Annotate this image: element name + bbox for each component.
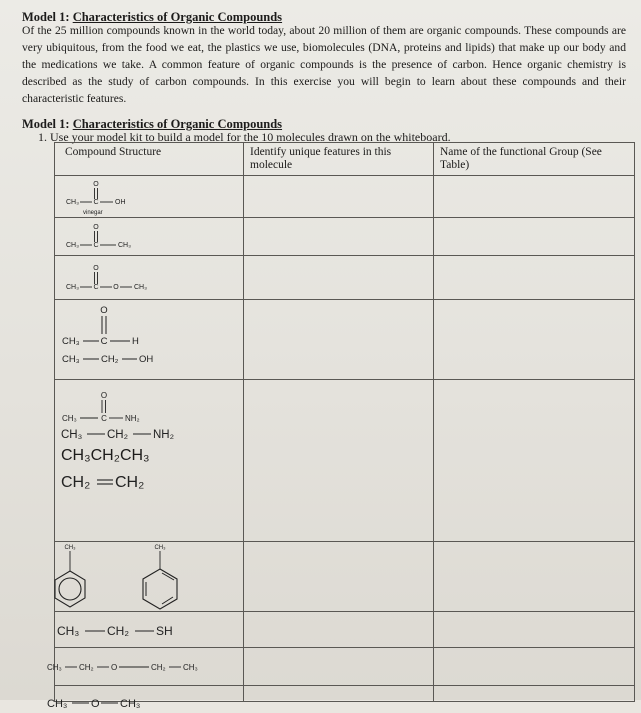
- methyl-label: CH₃: [66, 284, 79, 291]
- carbonyl-oxygen-label: O: [100, 391, 108, 400]
- ethanethiol-structure: [55, 621, 225, 641]
- structure-cell: [55, 300, 244, 380]
- functional-group-cell[interactable]: [434, 686, 635, 702]
- toluene-right-methyl-label: CH₃: [154, 545, 166, 551]
- methyl-label: CH₃: [62, 336, 80, 347]
- structure-cell: [55, 218, 244, 256]
- hydroxyl-label: OH: [115, 199, 126, 206]
- table-row: [55, 542, 635, 612]
- features-cell[interactable]: [244, 300, 434, 380]
- table-header-row: [55, 143, 635, 176]
- features-cell[interactable]: [244, 686, 434, 702]
- carbonyl-oxygen-label: O: [93, 265, 99, 272]
- model-title-prefix: Model 1:: [22, 117, 73, 131]
- functional-group-cell[interactable]: [434, 542, 635, 612]
- structure-cell: [55, 256, 244, 300]
- ether-methylene-right-label: CH₂: [151, 663, 166, 672]
- table-row: [55, 380, 635, 542]
- methyl-label: CH₃: [66, 242, 79, 249]
- acetic-acid-structure: [61, 177, 171, 217]
- ethanol-methylene-label: CH₂: [101, 354, 119, 365]
- features-cell[interactable]: [244, 256, 434, 300]
- instruction-text: 1. Use your model kit to build a model for the 10 molecules drawn on the whiteboard.: [38, 130, 451, 144]
- methyl-label: CH₃: [66, 199, 79, 206]
- table-row: [55, 300, 635, 380]
- dimethyl-ether-structure: [45, 693, 185, 713]
- ethene-right-label: CH₂: [115, 474, 145, 491]
- toluene-structures: [55, 540, 185, 612]
- ethanethiol-thiol-label: SH: [156, 624, 173, 638]
- functional-group-cell[interactable]: [434, 648, 635, 686]
- vinegar-caption: vinegar: [83, 210, 103, 216]
- header-functional-group: Name of the functional Group (See Table): [434, 143, 635, 176]
- functional-group-cell[interactable]: [434, 176, 635, 218]
- table-row: [55, 612, 635, 648]
- ethylamine-structure: [59, 424, 209, 444]
- ethanol-structure: [59, 350, 179, 368]
- ethanol-hydroxyl-label: OH: [139, 354, 154, 365]
- methyl-label-right: CH₃: [118, 242, 131, 249]
- features-cell[interactable]: [244, 612, 434, 648]
- functional-group-cell[interactable]: [434, 300, 635, 380]
- model-title-underlined: Characteristics of Organic Compounds: [72, 117, 283, 131]
- structure-cell: [55, 542, 244, 612]
- carbon-label: C: [101, 414, 107, 423]
- functional-group-cell[interactable]: [434, 380, 635, 542]
- carbonyl-oxygen-label: O: [93, 224, 99, 231]
- acetone-structure: [61, 220, 171, 254]
- table-row: [55, 686, 635, 702]
- compounds-table: [47, 142, 635, 710]
- carbon-label: C: [93, 242, 99, 249]
- ether-methyl-right-label: CH₃: [183, 663, 198, 672]
- structure-cell: [55, 176, 244, 218]
- header-unique-features: Identify unique features in this molecule: [244, 143, 434, 176]
- intro-title-prefix: Model 1:: [22, 10, 73, 24]
- header-compound-structure: Compound Structure: [55, 143, 244, 176]
- ethylamine-amine-label: NH₂: [153, 429, 175, 441]
- ester-oxygen-label: O: [113, 284, 119, 291]
- features-cell[interactable]: [244, 176, 434, 218]
- methyl-label-right: CH₃: [134, 284, 147, 291]
- carbonyl-oxygen-label: O: [100, 305, 108, 316]
- intro-title-underlined: Characteristics of Organic Compounds: [72, 10, 283, 24]
- ether-methylene-left-label: CH₂: [79, 663, 94, 672]
- functional-group-cell[interactable]: [434, 612, 635, 648]
- functional-group-cell[interactable]: [434, 218, 635, 256]
- carbon-label: C: [100, 336, 108, 347]
- structure-cell: [47, 648, 244, 686]
- acetamide-structure: [59, 390, 179, 424]
- methyl-label: CH₃: [62, 414, 77, 423]
- amide-nitrogen-label: NH₂: [125, 414, 140, 423]
- toluene-left-methyl-label: CH₃: [64, 545, 76, 551]
- dimethyl-ether-right-label: CH₃: [120, 698, 141, 710]
- structure-cell: [55, 380, 244, 542]
- dimethyl-ether-left-label: CH₃: [47, 698, 68, 710]
- ether-oxygen-label: O: [111, 663, 118, 672]
- structure-cell: [55, 612, 244, 648]
- acetaldehyde-structure: [59, 301, 179, 349]
- diethyl-ether-structure: [45, 657, 235, 677]
- functional-group-cell[interactable]: [434, 256, 635, 300]
- methyl-acetate-structure: [61, 260, 181, 296]
- features-cell[interactable]: [244, 218, 434, 256]
- dimethyl-ether-oxygen-label: O: [91, 698, 100, 710]
- ethanol-methyl-label: CH₃: [62, 354, 80, 365]
- carbonyl-oxygen-label: O: [93, 181, 99, 188]
- propane-formula: CH₃CH₂CH₃: [61, 447, 150, 464]
- features-cell[interactable]: [244, 380, 434, 542]
- carbon-label: C: [93, 199, 99, 206]
- hydrogen-label: H: [132, 336, 139, 347]
- table-row: [55, 256, 635, 300]
- intro-paragraph: Of the 25 million compounds known in the world today, about 20 million of them are organic compounds. These compounds are very ubiquitous, from the food we eat, the plastics we use, biomolecules (DNA, proteins and lipids) that make up our body and the medications we take. A common feature of organic compounds is the presence of carbon. Hence organic chemistry is described as the study of carbon compounds. In this exercise you will begin to learn about these compounds and their characteristic features.: [22, 24, 626, 105]
- ether-methyl-left-label: CH₃: [47, 663, 62, 672]
- carbon-label: C: [93, 284, 99, 291]
- features-cell[interactable]: [244, 648, 434, 686]
- ethanethiol-methyl-label: CH₃: [57, 624, 80, 638]
- ethylamine-methyl-label: CH₃: [61, 429, 83, 441]
- ethanethiol-methylene-label: CH₂: [107, 624, 129, 638]
- table-row: [55, 176, 635, 218]
- ethene-structure: [59, 471, 179, 493]
- table-row: [55, 218, 635, 256]
- ethylamine-methylene-label: CH₂: [107, 429, 129, 441]
- structure-cell: [47, 686, 244, 710]
- ethene-left-label: CH₂: [61, 474, 91, 491]
- table-row: [55, 648, 635, 686]
- features-cell[interactable]: [244, 542, 434, 612]
